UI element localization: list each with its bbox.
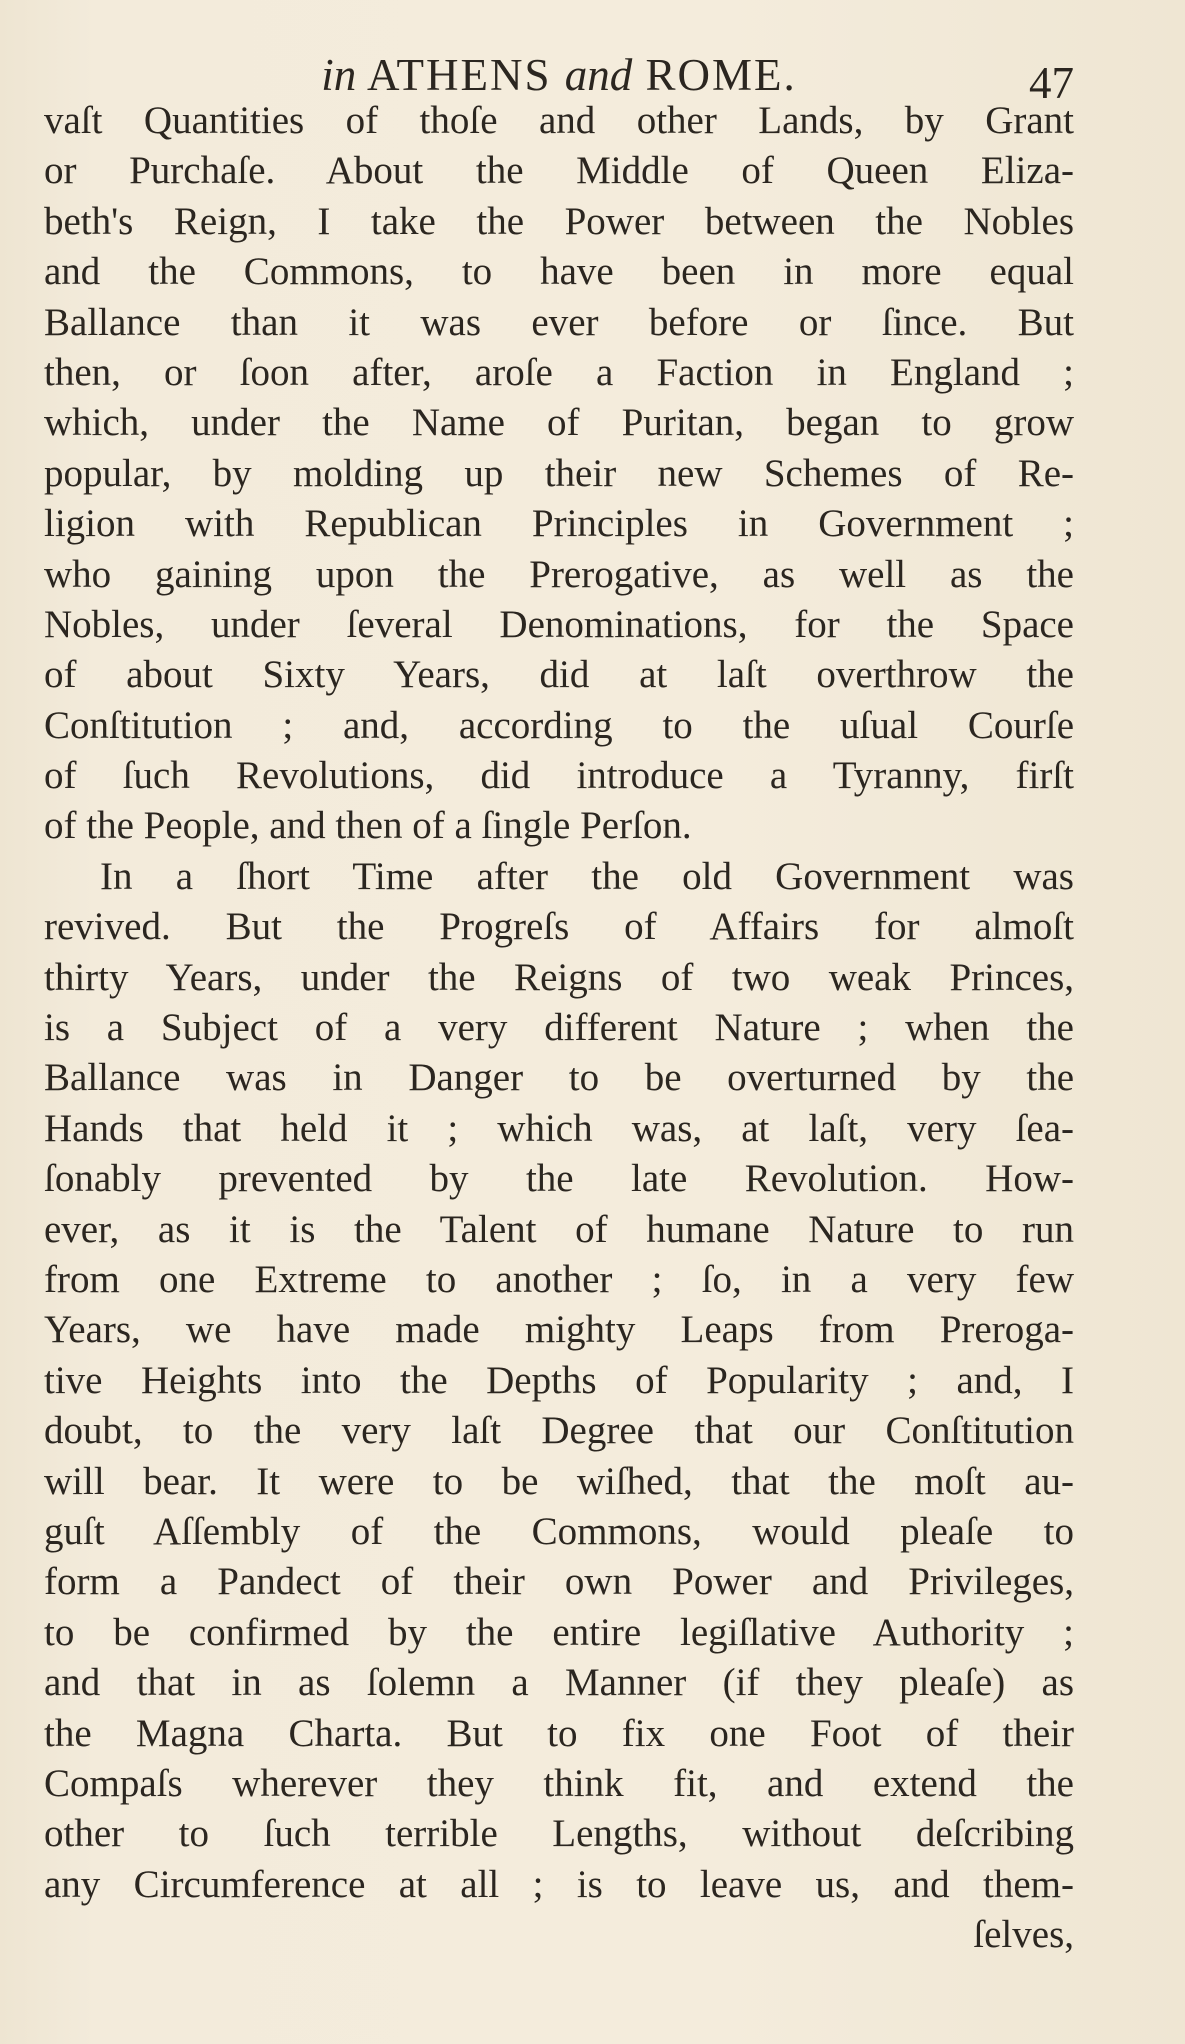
text-line: vaſt Quantities of thoſe and other Lands, by Grant	[44, 99, 1074, 142]
text-line: and that in as ſolemn a Manner (if they pleaſe) as	[44, 1661, 1074, 1705]
text-line: of about Sixty Years, did at laſt overthrow the	[44, 653, 1074, 697]
text-line: which, under the Name of Puritan, began to grow	[44, 401, 1074, 445]
text-line: beth's Reign, I take the Power between the Nobles	[44, 199, 1074, 243]
text-line: other to ſuch terrible Lengths, without deſcribing	[44, 1812, 1074, 1856]
text-line: tive Heights into the Depths of Popularity ; and, I	[44, 1358, 1074, 1402]
text-line: of the People, and then of a ſingle Perſon.	[44, 804, 692, 848]
text-line: thirty Years, under the Reigns of two weak Princes,	[44, 955, 1074, 999]
page-number: 47	[1029, 58, 1074, 108]
text-line: popular, by molding up their new Schemes of Re-	[44, 451, 1074, 495]
running-head-word-athens: ATHENS	[367, 50, 552, 100]
text-line: Ballance than it was ever before or ſince. But	[44, 300, 1074, 344]
text-line: doubt, to the very laſt Degree that our Conſtitution	[44, 1409, 1074, 1453]
text-line: will bear. It were to be wiſhed, that the moſt au-	[44, 1459, 1074, 1503]
text-line: Compaſs wherever they think fit, and extend the	[44, 1761, 1074, 1805]
running-head-and: and	[564, 50, 633, 100]
text-line: Years, we have made mighty Leaps from Preroga-	[44, 1308, 1074, 1352]
text-line: Conſtitution ; and, according to the uſual Courſe	[44, 703, 1074, 747]
text-line: ligion with Republican Principles in Government ;	[44, 502, 1074, 546]
running-head-prefix: in	[321, 50, 357, 100]
text-line: then, or ſoon after, aroſe a Faction in England ;	[44, 350, 1074, 394]
text-line: from one Extreme to another ; ſo, in a very few	[44, 1257, 1074, 1301]
text-line: the Magna Charta. But to fix one Foot of their	[44, 1711, 1074, 1755]
running-head-word-rome: ROME.	[645, 50, 797, 100]
paragraph-start-line: In a ſhort Time after the old Government was	[100, 854, 1074, 898]
text-line: Ballance was in Danger to be overturned by the	[44, 1056, 1074, 1100]
text-line: ever, as it is the Talent of humane Nature to run	[44, 1207, 1074, 1251]
text-line: guſt Aſſembly of the Commons, would pleaſe to	[44, 1509, 1074, 1553]
text-line: of ſuch Revolutions, did introduce a Tyranny, firſt	[44, 754, 1074, 798]
text-line: form a Pandect of their own Power and Privileges,	[44, 1560, 1074, 1604]
text-line: any Circumference at all ; is to leave us, and them-	[44, 1862, 1074, 1906]
text-line: who gaining upon the Prerogative, as well as the	[44, 552, 1074, 596]
text-line: Nobles, under ſeveral Denominations, for the Space	[44, 602, 1074, 646]
text-line: Hands that held it ; which was, at laſt, very ſea-	[44, 1106, 1074, 1150]
text-line: is a Subject of a very different Nature ; when the	[44, 1006, 1074, 1050]
text-line: revived. But the Progreſs of Affairs for almoſt	[44, 905, 1074, 949]
body-text	[44, 96, 1074, 1960]
text-line: ſonably prevented by the late Revolution. How-	[44, 1157, 1074, 1201]
text-line: or Purchaſe. About the Middle of Queen Eliza-	[44, 149, 1074, 193]
text-line: to be confirmed by the entire legiſlative Authority ;	[44, 1610, 1074, 1654]
catchword: ſelves,	[973, 1913, 1074, 1957]
text-line: and the Commons, to have been in more equal	[44, 250, 1074, 294]
